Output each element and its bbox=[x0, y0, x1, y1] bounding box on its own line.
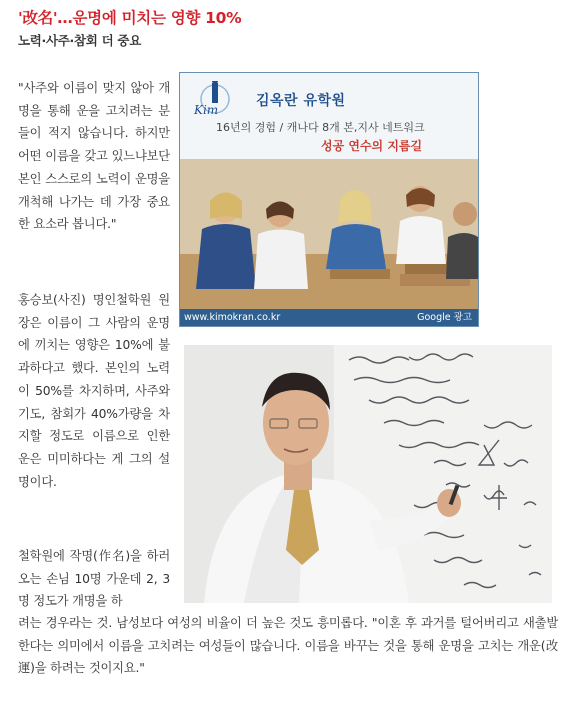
article-photo bbox=[184, 345, 552, 603]
article-subhead: 노력·사주·참회 더 중요 bbox=[18, 33, 141, 48]
paragraph-quote: "사주와 이름이 맞지 않아 개명을 통해 운을 고치려는 분들이 적지 않습니다. 하지만 어떤 이름을 갖고 있느냐보단 본인 스스로의 노력이 운명을 개척해 나가는 데 가장 중요한 요소라 봅니다." bbox=[18, 81, 170, 232]
google-ads-link[interactable]: Google 광고 bbox=[417, 312, 472, 323]
ad-line2: 성공 연수의 지름길 bbox=[321, 139, 423, 153]
ad-url-link[interactable]: www.kimokran.co.kr bbox=[184, 312, 281, 323]
ad-line1: 16년의 경험 / 캐나다 8개 본,지사 네트워크 bbox=[216, 121, 425, 134]
svg-text:Kim: Kim bbox=[194, 103, 219, 117]
ad-logo-icon bbox=[190, 81, 240, 117]
ad-banner[interactable] bbox=[179, 72, 479, 327]
paragraph-closing-end: 려는 경우라는 것. 남성보다 여성의 비율이 더 높은 것도 흥미롭다. "이혼 후 과거를 털어버리고 새출발한다는 의미에서 이름을 고치려는 여성들이 많습니다. 이름을 바꾸는 것을 통해 운명을 고치는 개운(改運)을 하려는 것이지요." bbox=[18, 616, 558, 676]
paragraph-body: 홍승보(사진) 명인철학원 원장은 이름이 그 사람의 운명에 끼치는 영향은 10%에 불과하다고 했다. 본인의 노력이 50%를 차지하며, 사주와 기도, 참회가 40%가량을 차지할 정도로 이름으로 인한 운은 미미하다는 게 그의 설명이다. bbox=[18, 293, 170, 489]
ad-photo-students bbox=[180, 159, 478, 309]
paragraph-closing-start: 철학원에 작명(作名)을 하러 오는 손님 10명 가운데 2, 3명 정도가 개명을 하 bbox=[18, 549, 170, 609]
ad-title: 김옥란 유학원 bbox=[256, 93, 346, 109]
article-headline: '改名'…운명에 미치는 영향 10% bbox=[18, 9, 242, 27]
ad-footer bbox=[180, 309, 478, 326]
